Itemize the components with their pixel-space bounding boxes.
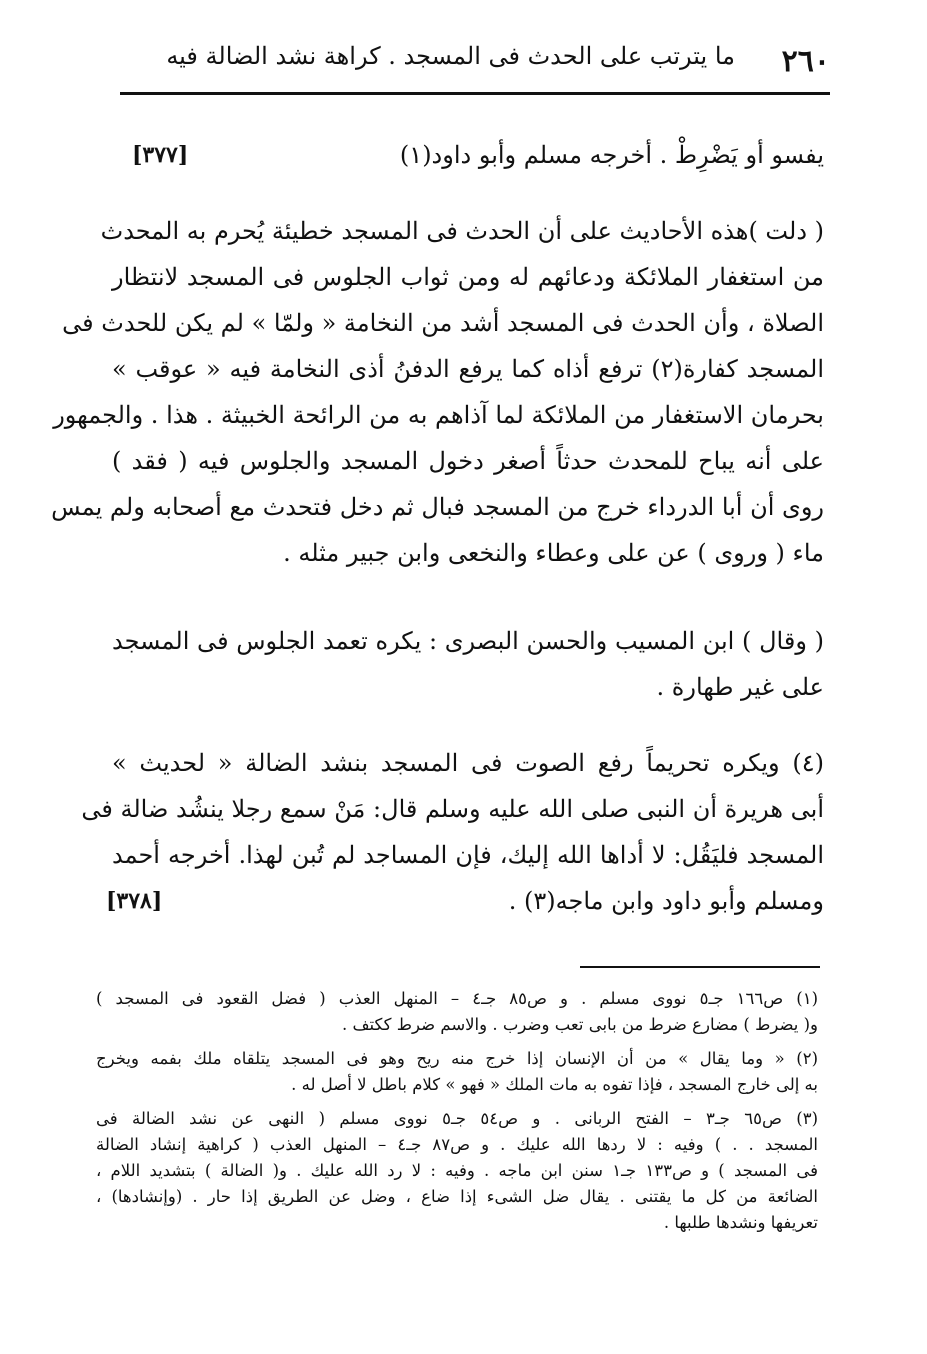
text-line: من استغفار الملائكة ودعائهم له ومن ثواب الجلوس فى المسجد لانتظار bbox=[112, 263, 824, 291]
text-line: أبى هريرة أن النبى صلى الله عليه وسلم قال: مَنْ سمع رجلا ينشُد ضالة فى bbox=[81, 795, 824, 823]
footnote-1 bbox=[96, 986, 818, 1038]
footnote-line: المسجد . . ) وفيه : لا ردها الله عليك . و ص٨٧ جـ٤ – المنهل العذب ( كراهية إنشاد الضالة bbox=[96, 1135, 819, 1154]
footnote-line: (٣) ص٦٥ جـ٣ – الفتح الربانى . و ص٥٤ جـ٥ نووى مسلم ( النهى عن نشد الضالة فى bbox=[96, 1109, 819, 1128]
running-title: ما يترتب على الحدث فى المسجد . كراهة نشد الضالة فيه bbox=[166, 42, 735, 70]
text-line: (٤) ويكره تحريماً رفع الصوت فى المسجد بنشد الضالة « لحديث » bbox=[112, 749, 824, 777]
text-line: المسجد كفارة(٢) ترفع أذاه كما يرفع الدفنُ أذى النخامة فيه « عوقب » bbox=[112, 355, 825, 383]
footnote-line: (٢) « وما يقال » من أن الإنسان إذا خرج منه ريح وهو فى المسجد يتلقاه ملك بفمه ويخرج bbox=[96, 1049, 818, 1068]
text-line: على غير طهارة . bbox=[656, 673, 824, 701]
text-line: ومسلم وأبو داود وابن ماجه(٣) . bbox=[508, 887, 824, 915]
text-line: ( دلت )هذه الأحاديث على أن الحدث فى المسجد خطيئة يُحرم به المحدث bbox=[100, 217, 824, 245]
paragraph-4 bbox=[81, 740, 824, 924]
text-line: ماء ( وروى ) عن على وعطاء والنخعى وابن جبير مثله . bbox=[283, 539, 824, 567]
footnote-3 bbox=[96, 1106, 818, 1236]
footnote-rule bbox=[580, 966, 820, 968]
text-line: ( وقال ) ابن المسيب والحسن البصرى : يكره تعمد الجلوس فى المسجد bbox=[112, 627, 824, 655]
hadith-reference-number: [٣٧٧] bbox=[132, 142, 189, 168]
page-header bbox=[120, 30, 830, 90]
paragraph-3 bbox=[112, 618, 824, 710]
footnote-line: فى المسجد ) و ص١٣٣ جـ١ سنن ابن ماجه . وفيه : لا رد الله عليك . و( الضالة ) بتشديد اللام ، bbox=[96, 1161, 818, 1180]
footnote-line: به إلى خارج المسجد ، فإذا تفوه به مات الملك « فهو » كلام باطل لا أصل له . bbox=[291, 1075, 818, 1094]
header-rule bbox=[120, 92, 830, 95]
footnote-line: الضائعة من كل ما يقتنى . يقال ضل الشىء إذا ضاع ، وضل عن الطريق إذا حار . (وإنشادها) ، bbox=[96, 1187, 818, 1206]
paragraph-1 bbox=[112, 132, 824, 178]
footnote-line: و( يضرط ) مضارع ضرط من بابى تعب وضرب . والاسم ضرط ككتف . bbox=[341, 1015, 818, 1034]
text-line: بحرمان الاستغفار من الملائكة لما آذاهم به من الرائحة الخبيثة . هذا . والجمهور bbox=[53, 401, 824, 429]
text-line: الصلاة ، وأن الحدث فى المسجد أشد من النخامة « ولمّا » لم يكن للحدث فى bbox=[62, 309, 824, 337]
footnote-2 bbox=[96, 1046, 818, 1098]
text-line: يفسو أو يَضْرِطْ . أخرجه مسلم وأبو داود(١) bbox=[399, 141, 824, 169]
text-line: روى أن أبا الدرداء خرج من المسجد فبال ثم دخل فتحدث مع أصحابه ولم يمس bbox=[51, 493, 824, 521]
paragraph-2 bbox=[51, 208, 825, 576]
text-line: على أنه يباح للمحدث حدثاً أصغر دخول المسجد والجلوس فيه ( فقد ) bbox=[112, 447, 824, 475]
page-number: ٢٦٠ bbox=[781, 44, 830, 79]
text-line: المسجد فليَقُل: لا أداها الله إليك، فإن المساجد لم تُبن لهذا. أخرجه أحمد bbox=[112, 841, 824, 869]
hadith-reference-number: [٣٧٨] bbox=[106, 888, 163, 914]
footnote-line: تعريفها ونشدها طلبها . bbox=[663, 1213, 818, 1232]
footnote-line: (١) ص١٦٦ جـ٥ نووى مسلم . و ص٨٥ جـ٤ – المنهل العذب ( فضل القعود فى المسجد ) bbox=[96, 989, 818, 1008]
footnotes bbox=[96, 986, 818, 1244]
